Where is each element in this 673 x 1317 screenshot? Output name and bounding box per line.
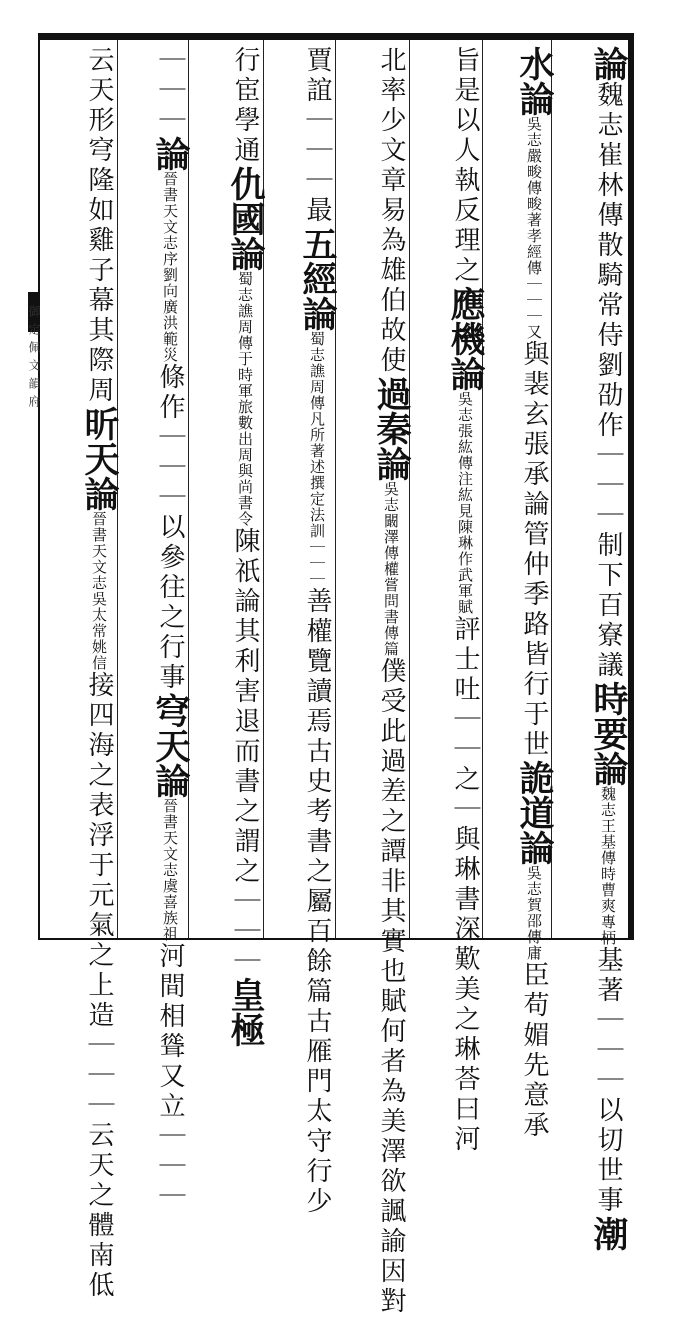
body-text: 劭作｜｜｜制下百寮議 bbox=[593, 381, 623, 681]
body-text: 評士吐｜｜之｜與琳書深歎美之琳荅曰河 bbox=[450, 615, 480, 1155]
annotation-text: 魏志王基傳時曹爽專柄 bbox=[599, 786, 617, 946]
entry-heading: 潮 bbox=[588, 1216, 629, 1251]
annotation-text: 蜀志譙周傳于時軍旅數出周與尚書令 bbox=[236, 271, 254, 527]
entry-heading: 過秦論 bbox=[371, 376, 412, 481]
entry-heading: 皇極 bbox=[225, 977, 266, 1047]
text-column-5 bbox=[267, 46, 338, 1217]
right-border bbox=[628, 36, 634, 940]
body-text: 古史考書之屬百餘篇古雁門太守行少 bbox=[302, 737, 332, 1217]
column-rule bbox=[188, 40, 189, 938]
entry-heading: 五經論 bbox=[297, 226, 338, 331]
entry-heading: 詭道論 bbox=[514, 760, 555, 865]
annotation-text: 晉書天文志吳太常姚信 bbox=[90, 511, 108, 671]
body-text: ｜｜｜ bbox=[155, 46, 185, 136]
annotation-text: 蜀志譙周傳凡所著述撰定法訓｜｜｜ bbox=[308, 331, 326, 587]
body-text: 接四海之表浮于元氣之上 bbox=[84, 671, 114, 1001]
body-text: 賦何者為美澤欲諷諭因對 bbox=[376, 987, 406, 1317]
entry-heading: 穹天論 bbox=[150, 693, 191, 798]
annotation-text: 晉書天文志虞喜族祖 bbox=[161, 798, 179, 942]
body-text: 與裴玄張承論管仲季路皆行于世 bbox=[519, 340, 549, 760]
body-text: 云天形穹隆如雞子幕其際周 bbox=[84, 46, 114, 406]
entry-heading: 論 bbox=[588, 46, 629, 81]
annotation-text: 吳志闞澤傳權嘗問書傳篇 bbox=[382, 481, 400, 657]
annotation-text: 晉書天文志序劉向廣洪範災 bbox=[161, 171, 179, 363]
body-text: 旨是以人執反理之 bbox=[450, 46, 480, 286]
entry-heading: 仇國論 bbox=[225, 166, 266, 271]
annotation-text: 吳志張紘傳注紘見陳琳作武軍賦 bbox=[456, 391, 474, 615]
text-column-1 bbox=[556, 46, 629, 1251]
body-text: 行宦學通 bbox=[230, 46, 260, 166]
annotation-text: 吳志嚴畯傳畯著孝經傳｜｜｜又 bbox=[525, 116, 543, 340]
body-text: 魏志崔林傳散騎常侍劉 bbox=[593, 81, 623, 381]
text-column-8 bbox=[46, 46, 120, 1301]
body-text: 善權覽讀焉 bbox=[302, 587, 332, 737]
body-text: 北率少文章易為雄伯故使 bbox=[376, 46, 406, 376]
edge-label: 御定佩文韻府 bbox=[27, 305, 41, 413]
entry-heading: 論 bbox=[150, 136, 191, 171]
body-text: 造｜｜｜云天之體南低 bbox=[84, 1001, 114, 1301]
entry-heading: 時要論 bbox=[588, 681, 629, 786]
body-text: 基著｜｜｜以切世事 bbox=[593, 946, 623, 1216]
text-column-4 bbox=[339, 46, 412, 1317]
text-column-7 bbox=[121, 46, 191, 1212]
column-rule bbox=[409, 40, 410, 938]
body-text: 條作｜｜｜以參往之行事 bbox=[155, 363, 185, 693]
annotation-text: 吳志賀邵傳庸 bbox=[525, 865, 543, 961]
text-column-2 bbox=[486, 46, 555, 1141]
body-text: 陳祇論其利害退而書之謂之｜｜｜ bbox=[230, 527, 260, 977]
body-text: 僕受此過差之譚非其實也 bbox=[376, 657, 406, 987]
entry-heading: 應機論 bbox=[445, 286, 486, 391]
body-text: 河間相聳又立｜｜｜ bbox=[155, 942, 185, 1212]
column-rule bbox=[335, 40, 336, 938]
text-column-3 bbox=[413, 46, 486, 1155]
body-text: 臣苟媚先意承 bbox=[519, 961, 549, 1141]
entry-heading: 昕天論 bbox=[79, 406, 120, 511]
entry-heading: 水論 bbox=[514, 46, 555, 116]
body-text: 賈誼｜｜｜最 bbox=[302, 46, 332, 226]
text-column-6 bbox=[192, 46, 266, 1047]
